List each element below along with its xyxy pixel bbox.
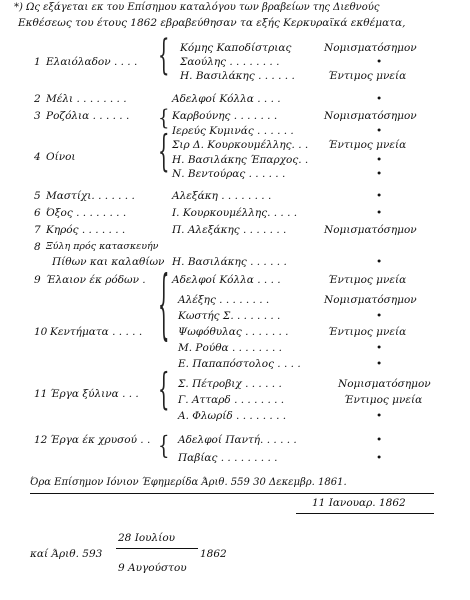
- award-label: •: [376, 310, 383, 322]
- award-label: Νομισματόσημον: [324, 42, 417, 54]
- row-number: 2: [34, 93, 41, 105]
- fraction-prefix: καί Άριθ. 593: [30, 548, 103, 560]
- award-label: •: [376, 358, 383, 370]
- award-label: •: [376, 256, 383, 268]
- award-label: •: [376, 93, 383, 105]
- award-label: Έντιμος μνεία: [328, 70, 407, 82]
- entry-name: Σ. Πέτροβιχ . . . . . .: [178, 378, 282, 390]
- award-label: •: [376, 154, 383, 166]
- source-reference: Όρα Επίσημον Ιόνιον Έφημερίδα Άριθ. 559 30 Δεκεμβρ. 1861.: [30, 477, 347, 488]
- brace-decoration: {: [158, 262, 170, 351]
- entry-name: Κωστής Σ. . . . . . . .: [178, 310, 281, 322]
- brace-decoration: {: [158, 105, 170, 132]
- footer-rule: [30, 493, 434, 494]
- row-category: Μαστίχι. . . . . . .: [46, 190, 135, 202]
- row-number: 7: [34, 224, 41, 236]
- award-label: •: [376, 410, 383, 422]
- entry-name: Σιρ Δ. Κουρκουμέλλης. . .: [172, 139, 309, 151]
- brace-decoration: {: [158, 365, 170, 416]
- brace-decoration: {: [158, 32, 170, 81]
- award-label: Νομισματόσημον: [338, 378, 431, 390]
- intro-line-1: *) Ως εξάγεται εκ του Επίσημου καταλόγου των βραβείων της Διεθνούς: [14, 2, 380, 13]
- award-label: Έντιμος μνεία: [328, 274, 407, 286]
- fraction-year: 1862: [200, 548, 227, 560]
- intro-line-2: Εκθέσεως του έτους 1862 εβραβεύθησαν τα εξής Κερκυραϊκά εκθέματα,: [18, 17, 406, 29]
- row-category: Έργα ξύλινα . . .: [50, 388, 139, 400]
- award-label: •: [376, 342, 383, 354]
- row-category: Ξύλη πρός κατασκευήν: [46, 241, 159, 252]
- award-label: •: [376, 434, 383, 446]
- entry-name: Παβίας . . . . . . . . .: [178, 452, 278, 464]
- row-number: 9: [34, 274, 41, 286]
- row-category: Έργα έκ χρυσού . .: [50, 434, 151, 446]
- row-number: 10: [34, 326, 48, 338]
- award-label: •: [376, 190, 383, 202]
- row-category: Όξος . . . . . . . .: [46, 207, 127, 219]
- entry-name: Αδελφοί Κόλλα . . . .: [172, 93, 281, 105]
- fraction-denominator: 9 Αυγούστου: [118, 562, 187, 574]
- entry-name: Γ. Ατταρδ . . . . . . . .: [178, 394, 285, 406]
- award-label: •: [376, 125, 383, 137]
- award-label: Νομισματόσημον: [324, 224, 417, 236]
- entry-name: Η. Βασιλάκης . . . . . .: [180, 70, 295, 82]
- award-label: •: [376, 56, 383, 68]
- entry-name: Ν. Βεντούρας . . . . . .: [172, 168, 286, 180]
- entry-name: Π. Αλεξάκης . . . . . . .: [172, 224, 287, 236]
- entry-name: Μ. Ρούθα . . . . . . . .: [178, 342, 283, 354]
- entry-name: Αλεξάκη . . . . . . . .: [172, 190, 272, 202]
- row-number: 11: [34, 388, 48, 400]
- award-label: Έντιμος μνεία: [328, 139, 407, 151]
- entry-name: Αδελφοί Παντή. . . . . .: [178, 434, 297, 446]
- fraction-bar: [116, 548, 198, 549]
- award-label: Έντιμος μνεία: [328, 326, 407, 338]
- entry-name: Καρβούνης . . . . . . .: [172, 110, 278, 122]
- entry-name: Αδελφοί Κόλλα . . . .: [172, 274, 281, 286]
- row-number: 1: [34, 56, 41, 68]
- row-category: Έλαιον έκ ρόδων .: [46, 274, 146, 286]
- entry-name: Σαούλης . . . . . . . .: [180, 56, 280, 68]
- fraction-numerator: 28 Ιουλίου: [118, 532, 176, 544]
- brace-decoration: {: [158, 127, 170, 178]
- award-label: •: [376, 168, 383, 180]
- entry-name: Αλέξης . . . . . . . .: [178, 294, 270, 306]
- footer-rule-short: [296, 513, 434, 514]
- entry-name: Ε. Παπαπόστολος . . . .: [178, 358, 301, 370]
- row-category: Μέλι . . . . . . . .: [46, 93, 127, 105]
- row-number: 12: [34, 434, 48, 446]
- row-category-continued: Πίθων και καλαθίων: [52, 256, 165, 268]
- row-number: 8: [34, 241, 41, 253]
- row-category: Κηρός . . . . . . .: [46, 224, 126, 236]
- entry-name: Ι. Κουρκουμέλλης. . . . .: [172, 207, 298, 219]
- entry-name: Ψωφόθυλας . . . . . . .: [178, 326, 289, 338]
- award-label: •: [376, 207, 383, 219]
- row-category: Ελαιόλαδον . . . .: [46, 56, 138, 68]
- entry-name: Α. Φλωρίδ . . . . . . . .: [178, 410, 287, 422]
- award-label: Έντιμος μνεία: [344, 394, 423, 406]
- award-label: •: [376, 452, 383, 464]
- row-category: Οίνοι: [46, 151, 76, 163]
- brace-decoration: {: [158, 431, 170, 462]
- entry-name: Κόμης Καποδίστριας: [180, 42, 292, 54]
- row-number: 3: [34, 110, 41, 122]
- row-category: Ροζόλια . . . . . .: [46, 110, 130, 122]
- row-number: 6: [34, 207, 41, 219]
- award-label: Νομισματόσημον: [324, 110, 417, 122]
- entry-name: Η. Βασιλάκης Έπαρχος. .: [172, 154, 309, 166]
- footer-date: 11 Ιανουαρ. 1862: [312, 497, 406, 509]
- entry-name: Ιερεύς Κυμινάς . . . . . .: [172, 125, 294, 137]
- award-label: Νομισματόσημον: [324, 294, 417, 306]
- row-number: 4: [34, 151, 41, 163]
- row-category: Κεντήματα . . . . .: [50, 326, 143, 338]
- entry-name: Η. Βασιλάκης . . . . . .: [172, 256, 287, 268]
- row-number: 5: [34, 190, 41, 202]
